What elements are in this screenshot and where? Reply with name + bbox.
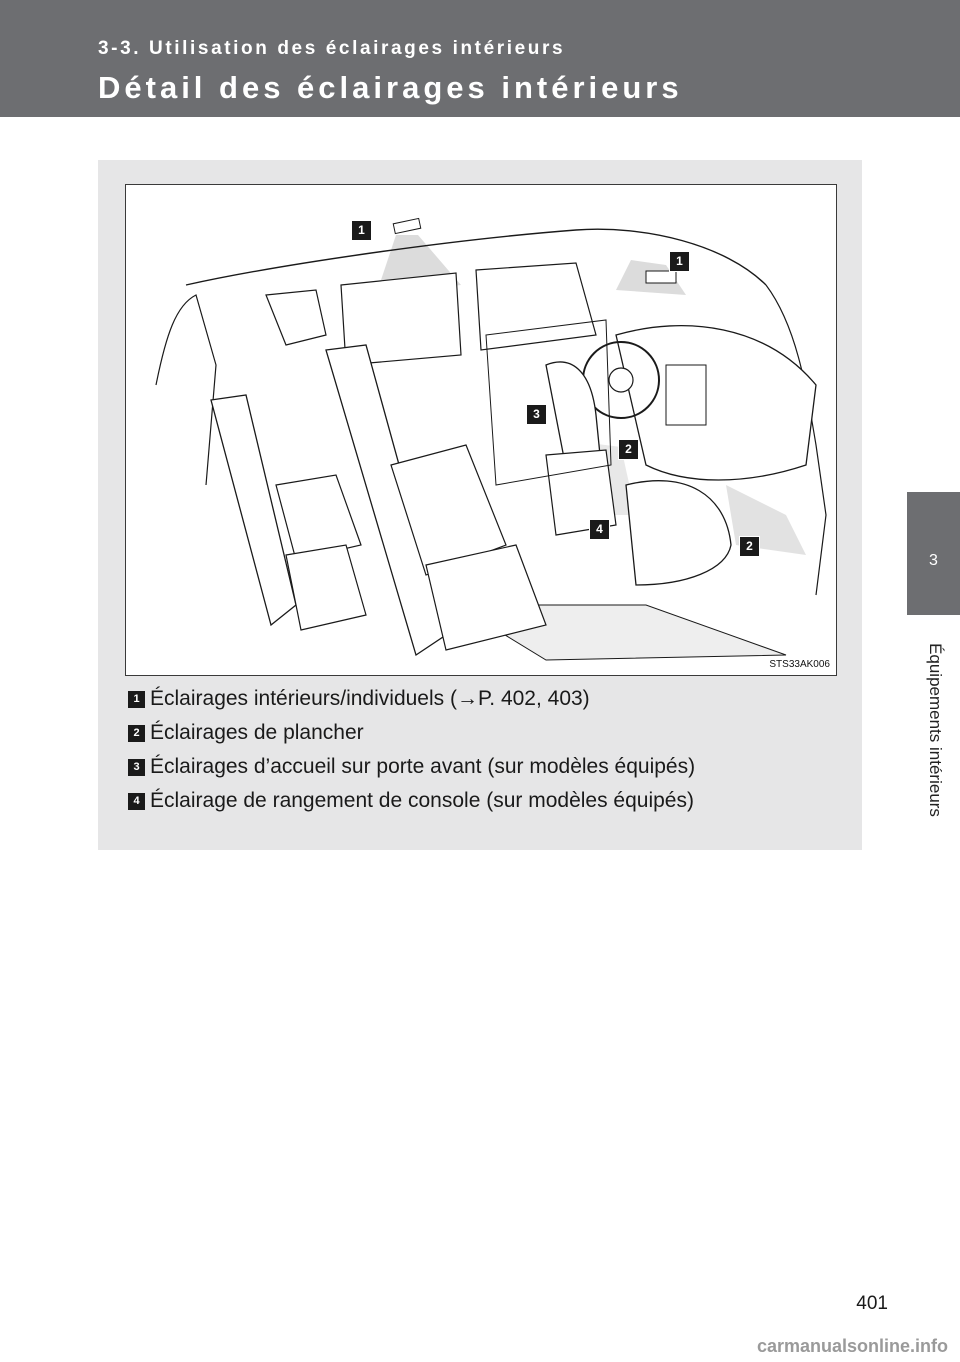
legend-item [128, 784, 848, 818]
callout-3: 3 [526, 404, 547, 425]
legend-item [128, 716, 848, 750]
car-interior-illustration [126, 185, 836, 675]
section-title: 3-3. Utilisation des éclairages intérieurs [98, 38, 566, 59]
page-number: 401 [856, 1293, 888, 1314]
legend-text: Éclairages de plancher [150, 721, 364, 744]
callout-2-rear: 2 [739, 536, 760, 557]
front-overhead-lamp [393, 218, 421, 233]
legend-text: Éclairages d’accueil sur porte avant (sur modèles équipés) [150, 755, 696, 778]
center-stack [666, 365, 706, 425]
callout-1-front: 1 [351, 220, 372, 241]
legend-text: Éclairage de rangement de console (sur modèles équipés) [150, 789, 694, 812]
chapter-label: Équipements intérieurs [926, 643, 945, 817]
legend [128, 682, 848, 818]
passenger-seat [626, 481, 731, 585]
callout-2-front: 2 [618, 439, 639, 460]
legend-badge: 4 [128, 793, 145, 810]
rear-overhead-lamp [646, 271, 676, 283]
legend-text: Éclairages intérieurs/individuels (→P. 402, 403) [150, 687, 590, 710]
watermark: carmanualsonline.info [756, 1336, 948, 1356]
legend-item [128, 682, 848, 716]
illustration-panel [98, 160, 862, 850]
third-row-cushion [276, 475, 361, 560]
figure-code: STS33AK006 [769, 659, 830, 670]
legend-item [128, 750, 848, 784]
dashboard [616, 326, 816, 480]
legend-badge: 1 [128, 691, 145, 708]
interior-lights-figure [125, 184, 837, 676]
front-door-window [476, 263, 596, 350]
page-header [0, 0, 960, 117]
steering-hub [609, 368, 633, 392]
legend-badge: 3 [128, 759, 145, 776]
callout-4: 4 [589, 519, 610, 540]
legend-badge: 2 [128, 725, 145, 742]
rear-window [266, 290, 326, 345]
light-beam-floor-front [726, 485, 806, 555]
rear-pillar [156, 295, 216, 485]
third-row-seat-right [286, 545, 366, 630]
callout-1-rear: 1 [669, 251, 690, 272]
page-title: Détail des éclairages intérieurs [98, 70, 683, 105]
chapter-number: 3 [929, 552, 938, 569]
